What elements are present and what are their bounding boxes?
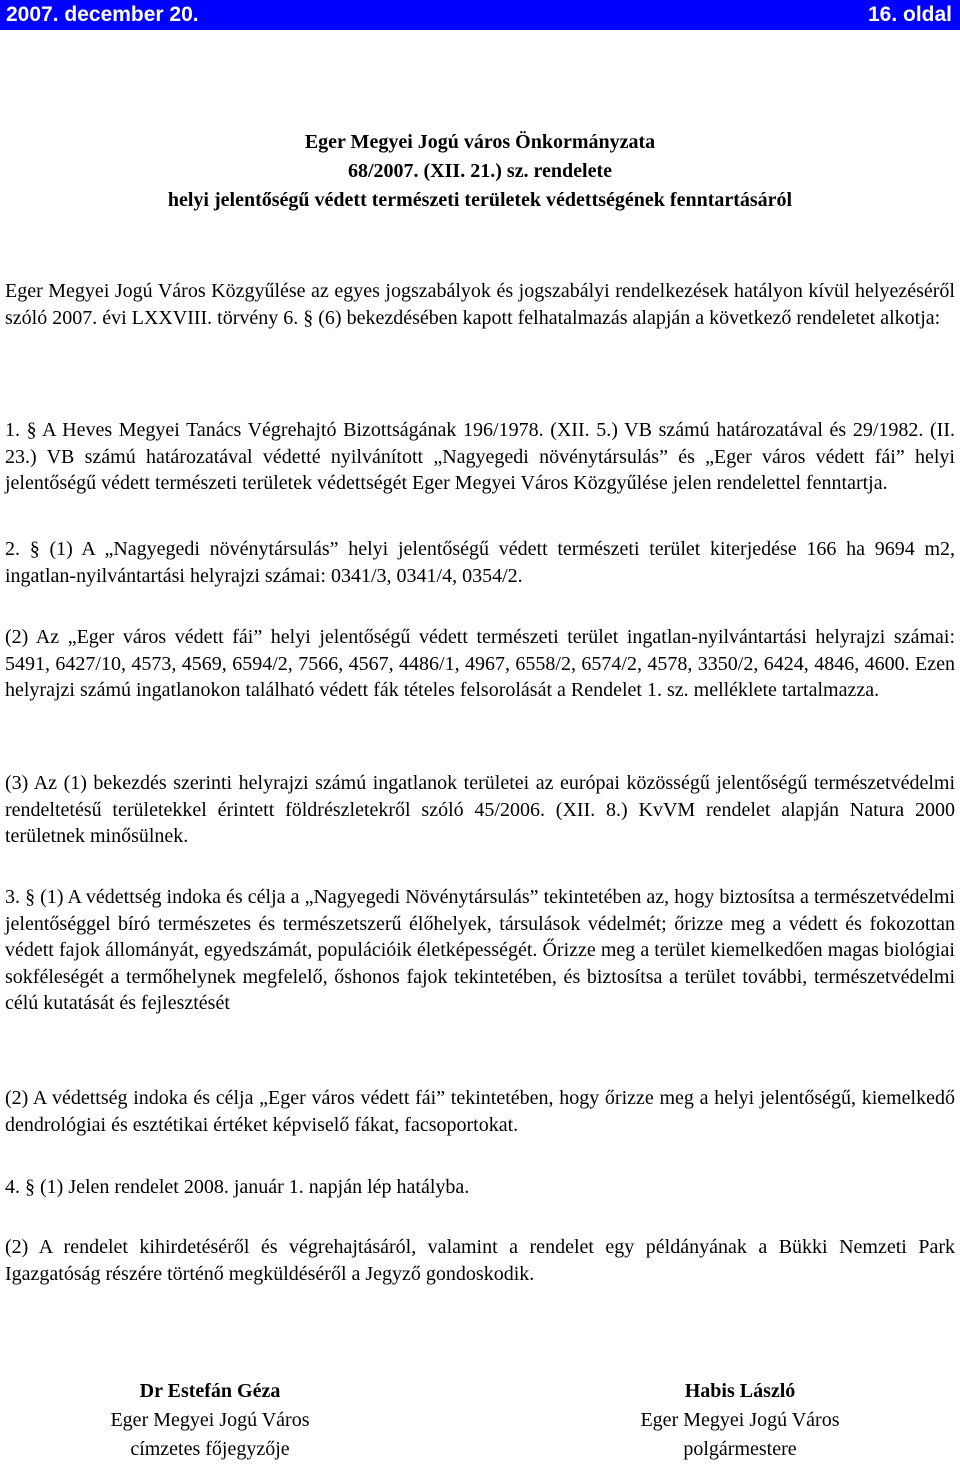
title-decree-number: 68/2007. (XII. 21.) sz. rendelete bbox=[347, 160, 613, 182]
title-issuer: Eger Megyei Jogú város Önkormányzata bbox=[304, 131, 656, 153]
preamble-paragraph: Eger Megyei Jogú Város Közgyűlése az egyes jogszabályok és jogszabályi rendelkezések hatályon kívül helyezéséről szóló 2007. évi LXXVIII. törvény 6. § (6) bekezdésében kapott felhatalmazás alapján a következő rendeletet alkotja: bbox=[5, 280, 955, 329]
section-2-1-paragraph: 2. § (1) A „Nagyegedi növénytársulás” helyi jelentőségű védett természeti terület kiterjedése 166 ha 9694 m2, ingatlan-nyilvántartási helyrajzi számai: 0341/3, 0341/4, 0354/2. bbox=[5, 538, 955, 587]
header-page-number: 16. oldal bbox=[867, 3, 952, 26]
signatory-name: Dr Estefán Géza bbox=[139, 1380, 281, 1402]
signatory-name: Habis László bbox=[684, 1380, 796, 1402]
page-header-bar bbox=[0, 0, 960, 30]
signature-left bbox=[0, 1377, 420, 1464]
section-4-2-paragraph: (2) A rendelet kihirdetéséről és végrehajtásáról, valamint a rendelet egy példányának a Bükki Nemzeti Park Igazgatóság részére történő megküldéséről a Jegyző gondoskodik. bbox=[5, 1236, 955, 1285]
signatory-organization: Eger Megyei Jogú Város bbox=[640, 1409, 840, 1431]
section-3-1-paragraph: 3. § (1) A védettség indoka és célja a „Nagyegedi Növénytársulás” tekintetében az, hogy biztosítsa a természetvédelmi jelentőséggel bíró természetes és természetszerű élőhelyek, társulások védelmét; őrizze meg a védett és fokozottan védett fajok állományát, egyedszámát, populációik életképességét. Őrizze meg a terület kiemelkedően magas biológiai sokféleségét a termőhelynek megfelelő, őshonos fajok tekintetében, és biztosítsa a terület további, természetvédelmi célú kutatását és fejlesztését bbox=[5, 886, 955, 1015]
signatory-role: címzetes főjegyzője bbox=[130, 1438, 290, 1460]
section-3-2-paragraph: (2) A védettség indoka és célja „Eger város védett fái” tekintetében, hogy őrizze meg a helyi jelentőségű, kiemelkedő dendrológiai és esztétikai értéket képviselő fákat, facsoportokat. bbox=[5, 1087, 955, 1136]
signatory-organization: Eger Megyei Jogú Város bbox=[110, 1409, 310, 1431]
section-1-paragraph: 1. § A Heves Megyei Tanács Végrehajtó Bizottságának 196/1978. (XII. 5.) VB számú határozatával és 29/1982. (II. 23.) VB számú határozatával védetté nyilvánított „Nagyegedi növénytársulás” és „Eger város védett fái” helyi jelentőségű védett természeti területek védettségét Eger Megyei Város Közgyűlése jelen rendelettel fenntartja. bbox=[5, 419, 955, 495]
section-2-3-paragraph: (3) Az (1) bekezdés szerinti helyrajzi számú ingatlanok területei az európai közösségű jelentőségű természetvédelmi rendeltetésű területekkel érintett földrészletekről szóló 45/2006. (XII. 8.) KvVM rendelet alapján Natura 2000 területnek minősülnek. bbox=[5, 772, 955, 848]
header-date: 2007. december 20. bbox=[6, 3, 199, 26]
title-subject: helyi jelentőségű védett természeti területek védettségének fenntartásáról bbox=[167, 189, 793, 211]
signature-right bbox=[530, 1377, 950, 1464]
signatory-role: polgármestere bbox=[683, 1438, 797, 1460]
section-4-1-paragraph: 4. § (1) Jelen rendelet 2008. január 1. napján lép hatályba. bbox=[5, 1176, 470, 1198]
document-title bbox=[0, 128, 960, 215]
section-2-2-paragraph: (2) Az „Eger város védett fái” helyi jelentőségű védett természeti terület ingatlan-nyilvántartási helyrajzi számai: 5491, 6427/10, 4573, 4569, 6594/2, 7566, 4567, 4486/1, 4967, 6558/2, 6574/2, 4578, 3350/2, 6424, 4846, 4600. Ezen helyrajzi számú ingatlanokon található védett fák tételes felsorolását a Rendelet 1. sz. melléklete tartalmazza. bbox=[5, 626, 955, 702]
